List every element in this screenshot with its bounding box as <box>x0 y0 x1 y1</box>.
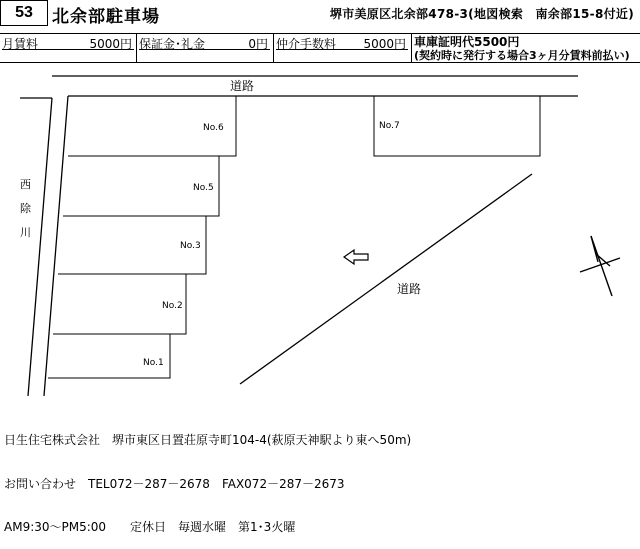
lot-number: 53 <box>0 0 48 26</box>
lot-label-3: No.3 <box>180 241 201 251</box>
lot-label-2: No.2 <box>162 301 183 311</box>
contact-info: お問い合わせ TEL072－287－2678 FAX072－287－2673 <box>4 476 345 491</box>
left-arrow-icon <box>344 250 368 264</box>
fee-brokerage-label: 仲介手数料 <box>276 37 337 51</box>
lot-label-6: No.6 <box>203 123 224 133</box>
lot-label-5: No.5 <box>193 183 214 193</box>
parking-map <box>0 66 640 402</box>
fee-deposit-value: 0円 <box>248 37 268 51</box>
lot-label-7: No.7 <box>379 121 400 131</box>
fee-table <box>0 33 640 63</box>
north-arrow-icon <box>580 236 620 296</box>
certificate-note-main: 車庫証明代5500円 <box>414 35 520 49</box>
fee-deposit-label: 保証金･礼金 <box>139 37 206 51</box>
river-label-3: 川 <box>20 226 31 239</box>
lot-boundary-left <box>44 96 68 396</box>
road-label-diagonal: 道路 <box>397 282 422 296</box>
river-bank <box>28 98 52 396</box>
lot-1-outline <box>48 334 170 378</box>
fee-brokerage <box>274 34 410 62</box>
certificate-note-sub: (契約時に発行する場合3ヶ月分賃料前払い) <box>414 49 630 62</box>
river-label-1: 西 <box>20 178 31 191</box>
company-info: 日生住宅株式会社 堺市東区日置荘原寺町104-4(萩原天神駅より東へ50m) <box>4 433 412 447</box>
fee-monthly <box>0 34 136 62</box>
fee-brokerage-value: 5000円 <box>363 37 406 51</box>
fee-divider <box>411 34 412 62</box>
footer <box>4 404 411 549</box>
fee-deposit <box>137 34 272 62</box>
lot-name: 北余部駐車場 <box>52 7 160 27</box>
lot-label-1: No.1 <box>143 358 164 368</box>
river-label-2: 除 <box>20 202 31 215</box>
road-edge-diagonal <box>240 174 532 384</box>
header <box>0 0 640 28</box>
road-label-top: 道路 <box>230 79 255 93</box>
fee-monthly-value: 5000円 <box>89 37 132 51</box>
certificate-note <box>414 35 630 63</box>
fee-monthly-label: 月賃料 <box>2 37 39 51</box>
address: 堺市美原区北余部478-3(地図検索 南余部15-8付近) <box>329 7 634 21</box>
business-hours: AM9:30～PM5:00 定休日 毎週水曜 第1･3火曜 <box>4 520 296 534</box>
